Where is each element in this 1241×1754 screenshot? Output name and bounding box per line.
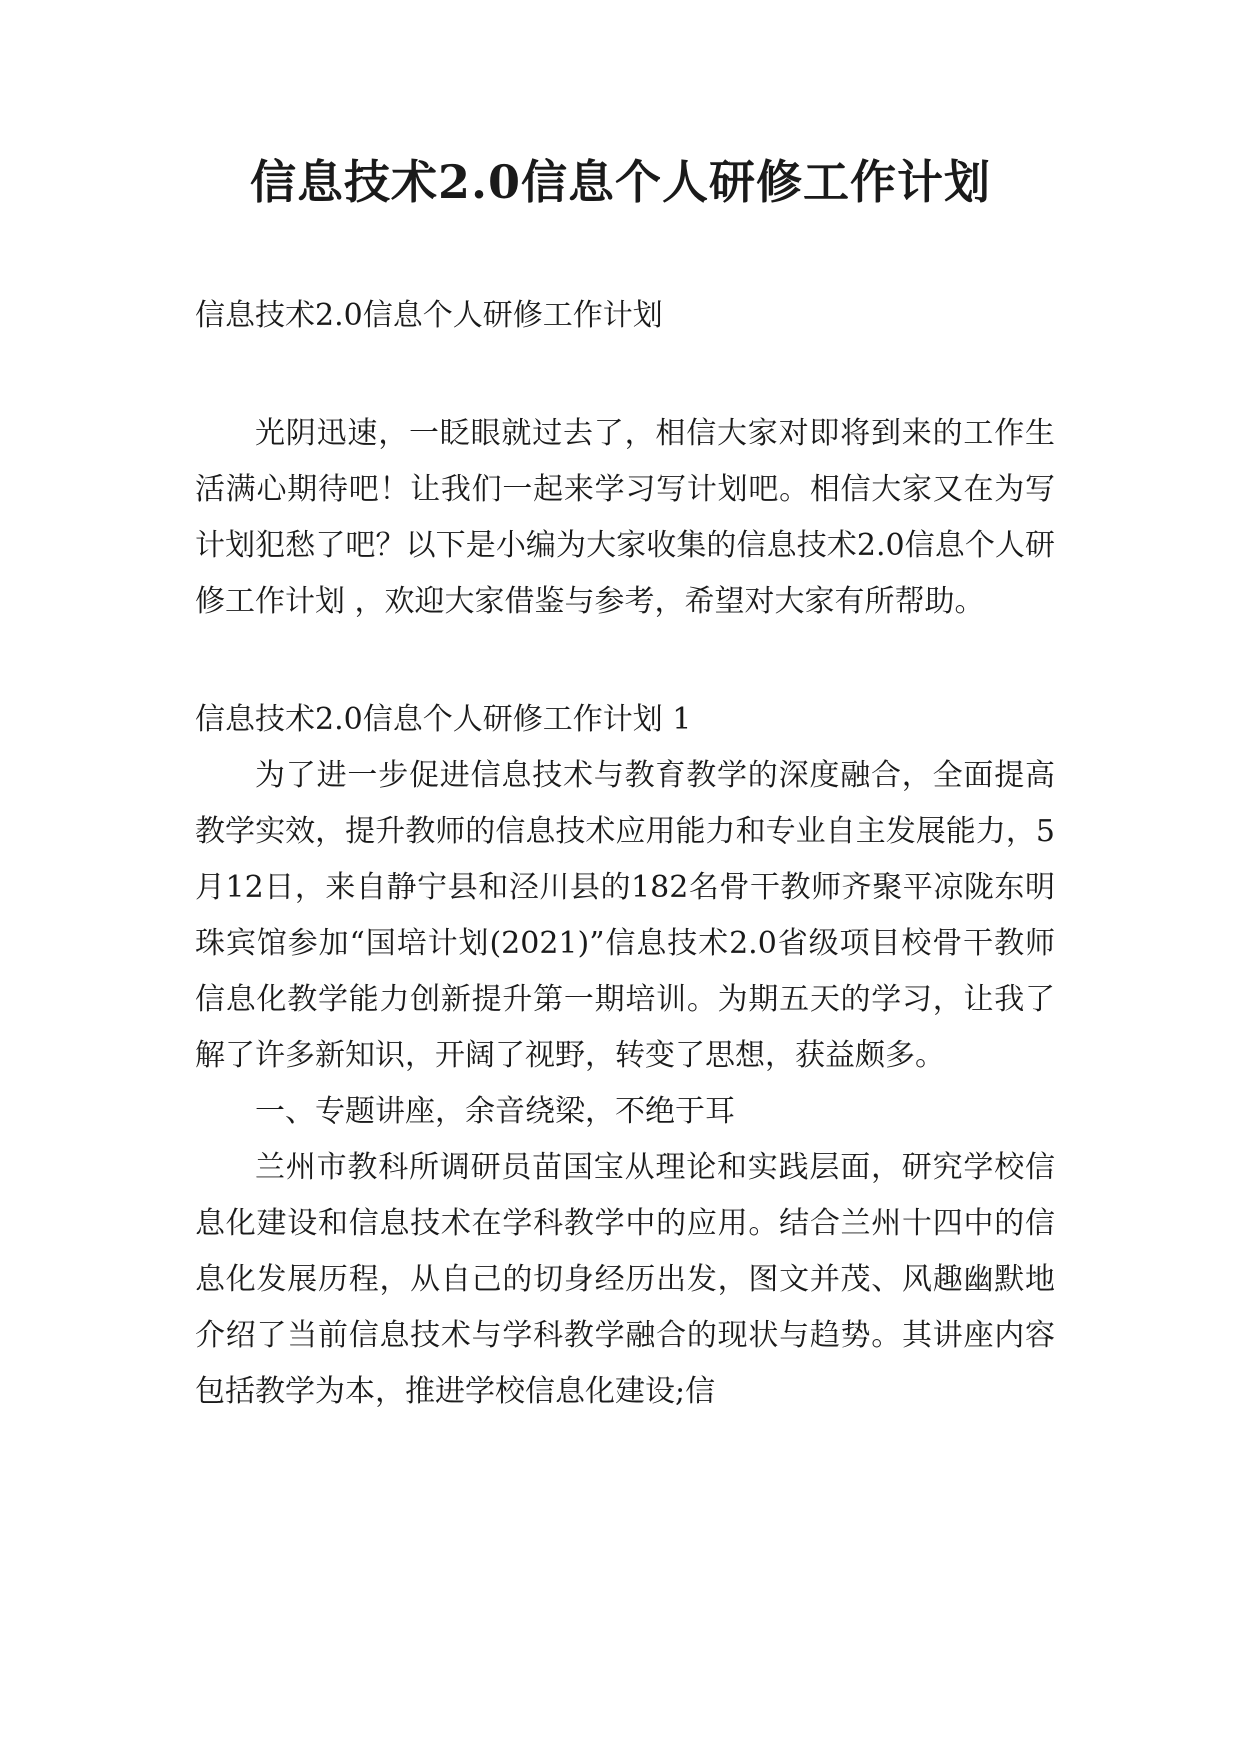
body-paragraph-1: 为了进一步促进信息技术与教育教学的深度融合，全面提高教学实效，提升教师的信息技术应用能力和专业自主发展能力，5月12日，来自静宁县和泾川县的182名骨干教师齐聚平凉陇东明珠宾馆参加“国培计划(2021)”信息技术2.0省级项目校骨干教师信息化教学能力创新提升第一期培训。为期五天的学习，让我了解了许多新知识，开阔了视野，转变了思想，获益颇多。: [195, 758, 1055, 1073]
document-subtitle: 信息技术2.0信息个人研修工作计划: [195, 298, 663, 333]
body-paragraph-2: 兰州市教科所调研员苗国宝从理论和实践层面，研究学校信息化建设和信息技术在学科教学中的应用。结合兰州十四中的信息化发展历程，从自己的切身经历出发，图文并茂、风趣幽默地介绍了当前信息技术与学科教学融合的现状与趋势。其讲座内容包括教学为本，推进学校信息化建设;信: [195, 1150, 1055, 1409]
intro-paragraph: 光阴迅速，一眨眼就过去了，相信大家对即将到来的工作生活满心期待吧！让我们一起来学习写计划吧。相信大家又在为写计划犯愁了吧？以下是小编为大家收集的信息技术2.0信息个人研修工作计划 ，欢迎大家借鉴与参考，希望对大家有所帮助。: [195, 416, 1055, 619]
document-body: [195, 288, 1055, 1420]
subheading-1: 一、专题讲座，余音绕梁，不绝于耳: [255, 1094, 735, 1129]
section-heading: 信息技术2.0信息个人研修工作计划 1: [195, 702, 692, 737]
document-title: 信息技术2.0信息个人研修工作计划: [249, 155, 992, 209]
